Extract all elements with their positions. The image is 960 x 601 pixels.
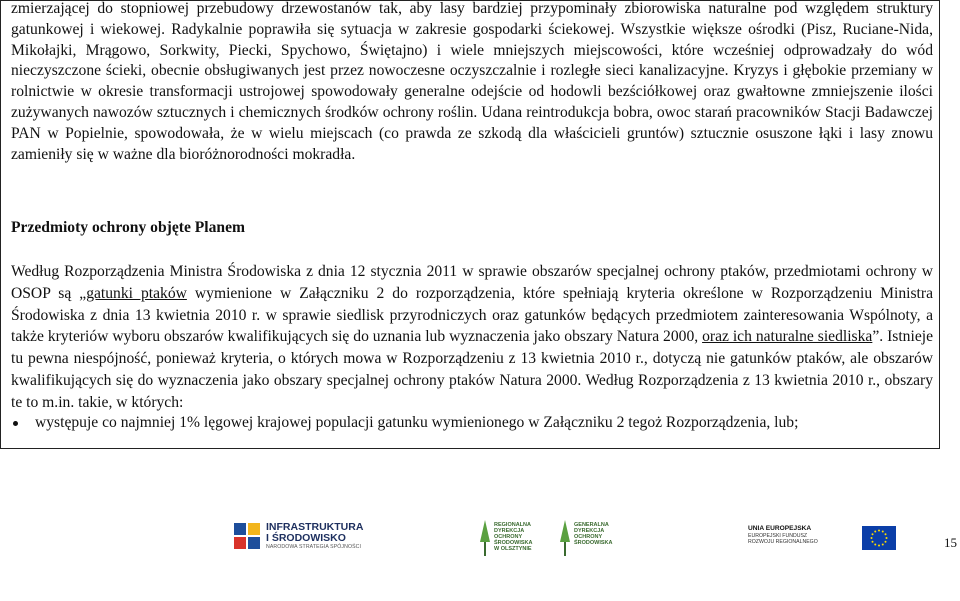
list-item: występuje co najmniej 1% lęgowej krajowej populacji gatunku wymienionego w Załączniku 2 tegoż Rozporządzenia, lub; — [11, 413, 933, 433]
eu-star — [878, 545, 880, 547]
eu-star — [874, 531, 876, 533]
eu-fund-line-1: EUROPEJSKI FUNDUSZ — [748, 532, 808, 539]
paragraph2-part2: wymienione w Załączniku 2 do rozporządzenia, które spełniają kryteria określone w Rozporządzeniu Ministra Środowiska z dnia 13 kwietnia 2010 r. w sprawie siedlisk przyrodniczych oraz gatunków będących przedmiotem zainteresowania Wspólnoty, a także kryteriów wyboru obszarów kwalifikujących się do uznania lub wyznaczenia jako obszary Natura 2000, — [11, 284, 934, 346]
eu-star — [885, 541, 887, 543]
section-heading: Przedmioty ochrony objęte Planem — [11, 219, 245, 236]
gdos-line-1: GENERALNA — [574, 522, 609, 528]
rdos-line-3: OCHRONY — [494, 534, 523, 540]
eu-fund-text — [748, 525, 848, 546]
eu-fund-line-2: ROZWOJU REGIONALNEGO — [748, 539, 818, 545]
rdos-line-1: REGIONALNA — [494, 522, 531, 528]
infrastruktura-logo — [234, 522, 363, 550]
criteria-list — [11, 413, 933, 433]
eu-star — [872, 541, 874, 543]
rdos-line-4: ŚRODOWISKA — [494, 540, 533, 546]
paragraph-protection-subjects — [11, 261, 933, 414]
page-number: 15 — [944, 535, 957, 550]
eu-star — [871, 537, 873, 539]
eu-star — [882, 544, 884, 546]
tree-icon — [560, 520, 570, 556]
infrastruktura-title-2: I ŚRODOWISKO — [266, 532, 346, 544]
eu-star — [874, 544, 876, 546]
eu-title: UNIA EUROPEJSKA — [748, 525, 812, 532]
gdos-line-3: OCHRONY — [574, 534, 603, 540]
paragraph-transformations: zmierzającej do stopniowej przebudowy drzewostanów tak, aby lasy bardziej przypominały zbiorowiska naturalne pod względem struktury gatunkowej i wiekowej. Radykalnie poprawiła się sytuacja w zakresie gospodarki ściekowej. Wszystkie większe ośrodki (Pisz, Ruciane-Nida, Mikołajki, Mrągowo, Sorkwity, Piecki, Spychowo, Świętajno) i wiele mniejszych miejscowości, które wcześniej odprowadzały do wód nieczyszczone ścieki, obecnie obsługiwanych jest przez nowoczesne oczyszczalnie i rozległe sieci kanalizacyjne. Kryzys i głębokie przemiany w rolnictwie w okresie transformacji ustrojowej spowodowały generalne odejście od hodowli bezściółkowej oraz gwałtowne zmniejszenie ilości zużywanych nawozów sztucznych i chemicznych środków ochrony roślin. Udana reintrodukcja bobra, owoc starań pracowników Stacji Badawczej PAN w Popielnie, spowodowała, że w wielu miejscach (co prawda ze szkodą dla właścicieli gruntów) sztucznie osuszone łąki i lasy znowu zamieniły się w ważne dla bioróżnorodności mokradła. — [11, 0, 933, 163]
eu-star — [882, 531, 884, 533]
rdos-line-2: DYREKCJA — [494, 528, 525, 534]
link-natural-habitats[interactable]: oraz ich naturalne siedliska — [702, 328, 873, 346]
gdos-line-4: ŚRODOWISKA — [574, 540, 613, 546]
eu-star — [878, 530, 880, 532]
paragraph2-part3: ”. Istnieje tu pewna niespójność, ponieważ kryteria, o których mowa w Rozporządzeniu z 13 kwietnia 2010 r., dotyczą nie gatunków ptaków, ale obszarów kwalifikujących się do wyznaczenia jako obszary specjalnej ochrony ptaków Natura 2000. Według Rozporządzenia z 13 kwietnia 2010 r., obszary te to m.in. takie, w których: — [11, 328, 933, 411]
infrastruktura-emblem-icon — [234, 523, 260, 549]
eu-star — [872, 533, 874, 535]
eu-flag-icon — [862, 526, 896, 550]
tree-icon — [480, 520, 490, 556]
infrastruktura-title-1: INFRASTRUKTURA — [266, 521, 364, 533]
eu-star — [885, 533, 887, 535]
link-bird-species[interactable]: gatunki ptaków — [86, 284, 187, 302]
infrastruktura-subtitle: NARODOWA STRATEGIA SPÓJNOŚCI — [266, 544, 362, 550]
rdos-line-5: W OLSZTYNIE — [494, 546, 532, 552]
paragraph2-part1: Według Rozporządzenia Ministra Środowiska z dnia 12 stycznia 2011 w sprawie obszarów specjalnej ochrony ptaków, przedmiotami ochrony w OSOP są „ — [11, 263, 933, 302]
gdos-line-2: DYREKCJA — [574, 528, 605, 534]
eu-star — [886, 537, 888, 539]
